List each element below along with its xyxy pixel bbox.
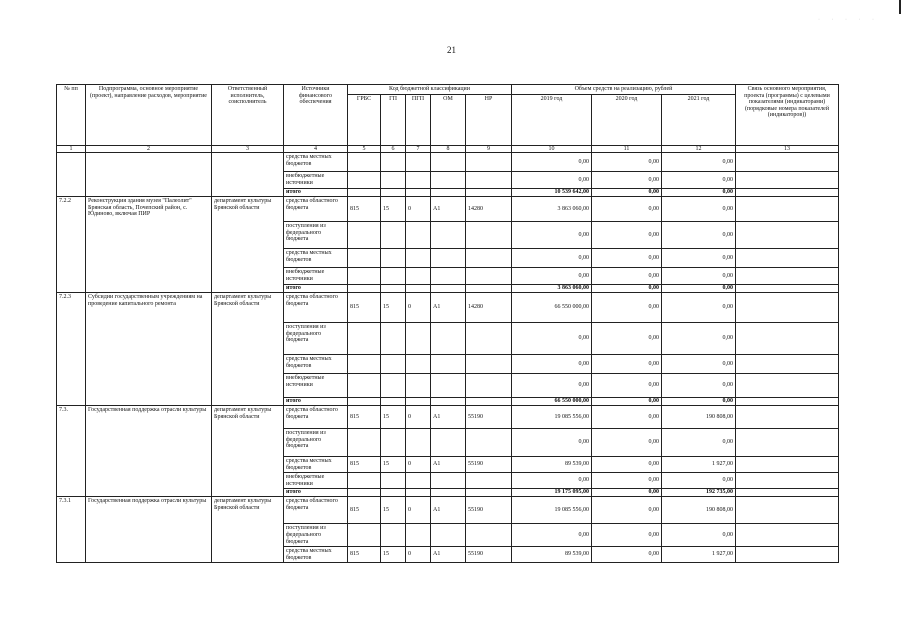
code-om (431, 268, 466, 285)
indicator-link (736, 285, 839, 293)
code-om: А1 (431, 293, 466, 323)
code-gp (381, 172, 406, 189)
amount-2021: 0,00 (662, 374, 736, 398)
code-grbs (348, 153, 381, 172)
code-nr (466, 323, 512, 355)
code-pgp: 0 (406, 406, 431, 429)
column-number: 11 (592, 146, 662, 153)
amount-2019: 19 175 095,00 (512, 489, 592, 497)
code-grbs (348, 189, 381, 197)
amount-2020: 0,00 (592, 189, 662, 197)
amount-2021: 0,00 (662, 268, 736, 285)
column-number: 7 (406, 146, 431, 153)
code-om (431, 172, 466, 189)
code-grbs (348, 285, 381, 293)
indicator-link (736, 497, 839, 524)
code-gp (381, 189, 406, 197)
column-number: 5 (348, 146, 381, 153)
amount-2019: 89 539,00 (512, 547, 592, 563)
code-nr (466, 153, 512, 172)
indicator-link (736, 473, 839, 489)
code-om: А1 (431, 547, 466, 563)
item-number: 7.2.3 (57, 293, 86, 406)
funding-source: средства местных бюджетов (284, 249, 348, 268)
column-number: 9 (466, 146, 512, 153)
amount-2019: 66 550 000,00 (512, 398, 592, 406)
indicator-link (736, 398, 839, 406)
amount-2020: 0,00 (592, 355, 662, 374)
code-om (431, 429, 466, 457)
amount-2021: 190 808,00 (662, 497, 736, 524)
header-2020: 2020 год (592, 94, 662, 145)
amount-2020: 0,00 (592, 285, 662, 293)
code-gp: 15 (381, 197, 406, 222)
amount-2021: 0,00 (662, 429, 736, 457)
column-number: 3 (212, 146, 284, 153)
code-pgp (406, 323, 431, 355)
column-number: 2 (86, 146, 212, 153)
code-gp (381, 285, 406, 293)
code-gp: 15 (381, 457, 406, 473)
header-grbs: ГРБС (348, 94, 381, 145)
code-pgp (406, 285, 431, 293)
code-nr (466, 429, 512, 457)
code-pgp (406, 222, 431, 249)
amount-2020: 0,00 (592, 268, 662, 285)
item-name: Субсидии государственным учреждениям на проведение капитального ремонта (86, 293, 212, 406)
code-nr (466, 398, 512, 406)
amount-2021: 0,00 (662, 249, 736, 268)
code-grbs (348, 249, 381, 268)
funding-source: средства областного бюджета (284, 197, 348, 222)
code-pgp (406, 429, 431, 457)
code-om: А1 (431, 197, 466, 222)
amount-2021: 0,00 (662, 524, 736, 547)
funding-source: средства местных бюджетов (284, 355, 348, 374)
scan-artifact: · · · · · (818, 17, 879, 23)
indicator-link (736, 222, 839, 249)
code-gp (381, 268, 406, 285)
funding-source: поступления из федерального бюджета (284, 524, 348, 547)
amount-2020: 0,00 (592, 473, 662, 489)
amount-2019: 3 863 060,00 (512, 285, 592, 293)
amount-2019: 0,00 (512, 524, 592, 547)
code-gp (381, 374, 406, 398)
code-grbs (348, 355, 381, 374)
item-name: Государственная поддержка отрасли культуры (86, 406, 212, 497)
code-pgp: 0 (406, 547, 431, 563)
funding-source: внебюджетные источники (284, 172, 348, 189)
indicator-link (736, 197, 839, 222)
header-om: ОМ (431, 94, 466, 145)
amount-2019: 66 550 000,00 (512, 293, 592, 323)
amount-2020: 0,00 (592, 293, 662, 323)
indicator-link (736, 172, 839, 189)
code-gp (381, 249, 406, 268)
code-om (431, 374, 466, 398)
amount-2019: 0,00 (512, 473, 592, 489)
code-gp: 15 (381, 293, 406, 323)
code-grbs (348, 222, 381, 249)
code-nr (466, 249, 512, 268)
amount-2020: 0,00 (592, 429, 662, 457)
header-subprogram: Подпрограмма, основное мероприятие (проект), направление расходов, мероприятие (86, 85, 212, 146)
header-codes-group: Код бюджетной классификации (348, 85, 512, 95)
amount-2021: 0,00 (662, 323, 736, 355)
item-number: 7.3. (57, 406, 86, 497)
item-name (86, 153, 212, 197)
code-grbs (348, 524, 381, 547)
code-pgp (406, 489, 431, 497)
amount-2021: 0,00 (662, 398, 736, 406)
funding-source: итого (284, 489, 348, 497)
code-gp (381, 398, 406, 406)
amount-2021: 0,00 (662, 222, 736, 249)
funding-row (57, 197, 839, 222)
code-nr (466, 355, 512, 374)
funding-source: средства местных бюджетов (284, 547, 348, 563)
amount-2019: 0,00 (512, 355, 592, 374)
funding-row (57, 153, 839, 172)
funding-source: итого (284, 189, 348, 197)
code-gp: 15 (381, 406, 406, 429)
code-grbs: 815 (348, 457, 381, 473)
indicator-link (736, 429, 839, 457)
indicator-link (736, 249, 839, 268)
code-pgp: 0 (406, 293, 431, 323)
amount-2019: 0,00 (512, 429, 592, 457)
header-nr: НР (466, 94, 512, 145)
indicator-link (736, 189, 839, 197)
code-grbs: 815 (348, 293, 381, 323)
code-grbs (348, 398, 381, 406)
item-executor: департамент культуры Брянской области (212, 197, 284, 293)
amount-2019: 19 085 556,00 (512, 406, 592, 429)
column-number: 13 (736, 146, 839, 153)
code-nr: 55190 (466, 547, 512, 563)
code-pgp (406, 153, 431, 172)
code-gp (381, 323, 406, 355)
amount-2021: 0,00 (662, 285, 736, 293)
header-2019: 2019 год (512, 94, 592, 145)
funding-source: средства областного бюджета (284, 497, 348, 524)
amount-2021: 0,00 (662, 473, 736, 489)
code-nr (466, 268, 512, 285)
amount-2020: 0,00 (592, 497, 662, 524)
page-number: 21 (447, 45, 456, 55)
code-nr (466, 524, 512, 547)
amount-2021: 1 927,00 (662, 457, 736, 473)
code-grbs: 815 (348, 197, 381, 222)
funding-source: поступления из федерального бюджета (284, 222, 348, 249)
funding-source: средства областного бюджета (284, 293, 348, 323)
amount-2020: 0,00 (592, 249, 662, 268)
code-nr: 55190 (466, 497, 512, 524)
indicator-link (736, 547, 839, 563)
amount-2021: 192 735,00 (662, 489, 736, 497)
code-pgp (406, 473, 431, 489)
column-number-row (57, 146, 839, 153)
amount-2021: 0,00 (662, 293, 736, 323)
funding-source: внебюджетные источники (284, 473, 348, 489)
header-sources: Источники финансового обеспечения (284, 85, 348, 146)
amount-2020: 0,00 (592, 489, 662, 497)
funding-source: поступления из федерального бюджета (284, 429, 348, 457)
amount-2020: 0,00 (592, 547, 662, 563)
header-row-top (57, 85, 839, 95)
amount-2020: 0,00 (592, 398, 662, 406)
funding-source: средства областного бюджета (284, 406, 348, 429)
code-gp: 15 (381, 547, 406, 563)
funding-source: итого (284, 285, 348, 293)
code-nr: 55190 (466, 406, 512, 429)
amount-2019: 0,00 (512, 222, 592, 249)
code-gp (381, 153, 406, 172)
indicator-link (736, 153, 839, 172)
code-om: А1 (431, 406, 466, 429)
indicator-link (736, 374, 839, 398)
code-grbs (348, 172, 381, 189)
amount-2020: 0,00 (592, 457, 662, 473)
budget-table (56, 84, 839, 563)
column-number: 6 (381, 146, 406, 153)
item-executor (212, 153, 284, 197)
code-nr: 14280 (466, 293, 512, 323)
funding-row (57, 293, 839, 323)
header-pgp: ПГП (406, 94, 431, 145)
code-nr (466, 473, 512, 489)
amount-2020: 0,00 (592, 524, 662, 547)
code-nr (466, 489, 512, 497)
column-number: 1 (57, 146, 86, 153)
code-grbs: 815 (348, 406, 381, 429)
code-pgp (406, 524, 431, 547)
indicator-link (736, 524, 839, 547)
code-grbs (348, 489, 381, 497)
code-nr: 14280 (466, 197, 512, 222)
amount-2021: 0,00 (662, 153, 736, 172)
amount-2019: 10 539 642,00 (512, 189, 592, 197)
code-nr (466, 285, 512, 293)
code-pgp (406, 355, 431, 374)
header-2021: 2021 год (662, 94, 736, 145)
item-number: 7.2.2 (57, 197, 86, 293)
header-num: № пп (57, 85, 86, 146)
code-pgp (406, 398, 431, 406)
indicator-link (736, 457, 839, 473)
code-pgp (406, 189, 431, 197)
item-executor: департамент культуры Брянской области (212, 497, 284, 563)
code-om (431, 153, 466, 172)
code-pgp (406, 374, 431, 398)
funding-source: средства местных бюджетов (284, 153, 348, 172)
code-om: А1 (431, 457, 466, 473)
amount-2020: 0,00 (592, 222, 662, 249)
indicator-link (736, 355, 839, 374)
code-nr (466, 172, 512, 189)
code-pgp (406, 172, 431, 189)
code-grbs: 815 (348, 497, 381, 524)
code-gp (381, 489, 406, 497)
item-name: Государственная поддержка отрасли культуры (86, 497, 212, 563)
code-pgp (406, 249, 431, 268)
amount-2020: 0,00 (592, 153, 662, 172)
amount-2020: 0,00 (592, 374, 662, 398)
amount-2021: 190 808,00 (662, 406, 736, 429)
code-nr (466, 189, 512, 197)
code-om (431, 222, 466, 249)
header-gp: ГП (381, 94, 406, 145)
column-number: 12 (662, 146, 736, 153)
code-om (431, 398, 466, 406)
code-om (431, 189, 466, 197)
amount-2021: 1 927,00 (662, 547, 736, 563)
code-pgp: 0 (406, 497, 431, 524)
amount-2020: 0,00 (592, 406, 662, 429)
funding-source: поступления из федерального бюджета (284, 323, 348, 355)
code-om: А1 (431, 497, 466, 524)
code-nr (466, 374, 512, 398)
code-gp (381, 429, 406, 457)
amount-2019: 3 863 060,00 (512, 197, 592, 222)
code-gp (381, 222, 406, 249)
amount-2019: 0,00 (512, 153, 592, 172)
margin-mark (899, 0, 901, 14)
amount-2021: 0,00 (662, 355, 736, 374)
funding-source: итого (284, 398, 348, 406)
item-executor: департамент культуры Брянской области (212, 406, 284, 497)
amount-2021: 0,00 (662, 172, 736, 189)
header-link: Связь основного мероприятия, проекта (программы) с целевыми показателями (индикаторами) (порядковые номера показателей (индикаторов)) (736, 85, 839, 146)
amount-2020: 0,00 (592, 197, 662, 222)
item-number: 7.3.1 (57, 497, 86, 563)
code-pgp: 0 (406, 197, 431, 222)
code-gp (381, 524, 406, 547)
funding-source: средства местных бюджетов (284, 457, 348, 473)
code-grbs (348, 429, 381, 457)
column-number: 4 (284, 146, 348, 153)
indicator-link (736, 323, 839, 355)
indicator-link (736, 489, 839, 497)
amount-2020: 0,00 (592, 323, 662, 355)
indicator-link (736, 406, 839, 429)
amount-2019: 0,00 (512, 323, 592, 355)
indicator-link (736, 268, 839, 285)
code-pgp: 0 (406, 457, 431, 473)
code-om (431, 249, 466, 268)
header-volume-group: Объем средств на реализацию, рублей (512, 85, 736, 95)
code-pgp (406, 268, 431, 285)
code-nr (466, 222, 512, 249)
code-grbs: 815 (348, 547, 381, 563)
code-om (431, 489, 466, 497)
funding-source: внебюджетные источники (284, 268, 348, 285)
funding-row (57, 497, 839, 524)
amount-2021: 0,00 (662, 197, 736, 222)
funding-row (57, 406, 839, 429)
code-om (431, 323, 466, 355)
code-om (431, 285, 466, 293)
indicator-link (736, 293, 839, 323)
item-name: Реконструкция здания музея "Палеолит" Брянская область, Почепский район, с. Юдиново, включая ПИР (86, 197, 212, 293)
amount-2019: 0,00 (512, 268, 592, 285)
code-grbs (348, 374, 381, 398)
code-om (431, 524, 466, 547)
amount-2019: 19 085 556,00 (512, 497, 592, 524)
funding-source: внебюджетные источники (284, 374, 348, 398)
header-executor: Ответственный исполнитель, соисполнитель (212, 85, 284, 146)
code-om (431, 355, 466, 374)
code-om (431, 473, 466, 489)
code-gp: 15 (381, 497, 406, 524)
item-executor: департамент культуры Брянской области (212, 293, 284, 406)
amount-2019: 0,00 (512, 249, 592, 268)
item-number (57, 153, 86, 197)
amount-2019: 0,00 (512, 172, 592, 189)
code-gp (381, 355, 406, 374)
code-grbs (348, 268, 381, 285)
code-grbs (348, 473, 381, 489)
amount-2021: 0,00 (662, 189, 736, 197)
code-gp (381, 473, 406, 489)
column-number: 8 (431, 146, 466, 153)
code-grbs (348, 323, 381, 355)
amount-2019: 89 539,00 (512, 457, 592, 473)
code-nr: 55190 (466, 457, 512, 473)
amount-2020: 0,00 (592, 172, 662, 189)
amount-2019: 0,00 (512, 374, 592, 398)
column-number: 10 (512, 146, 592, 153)
